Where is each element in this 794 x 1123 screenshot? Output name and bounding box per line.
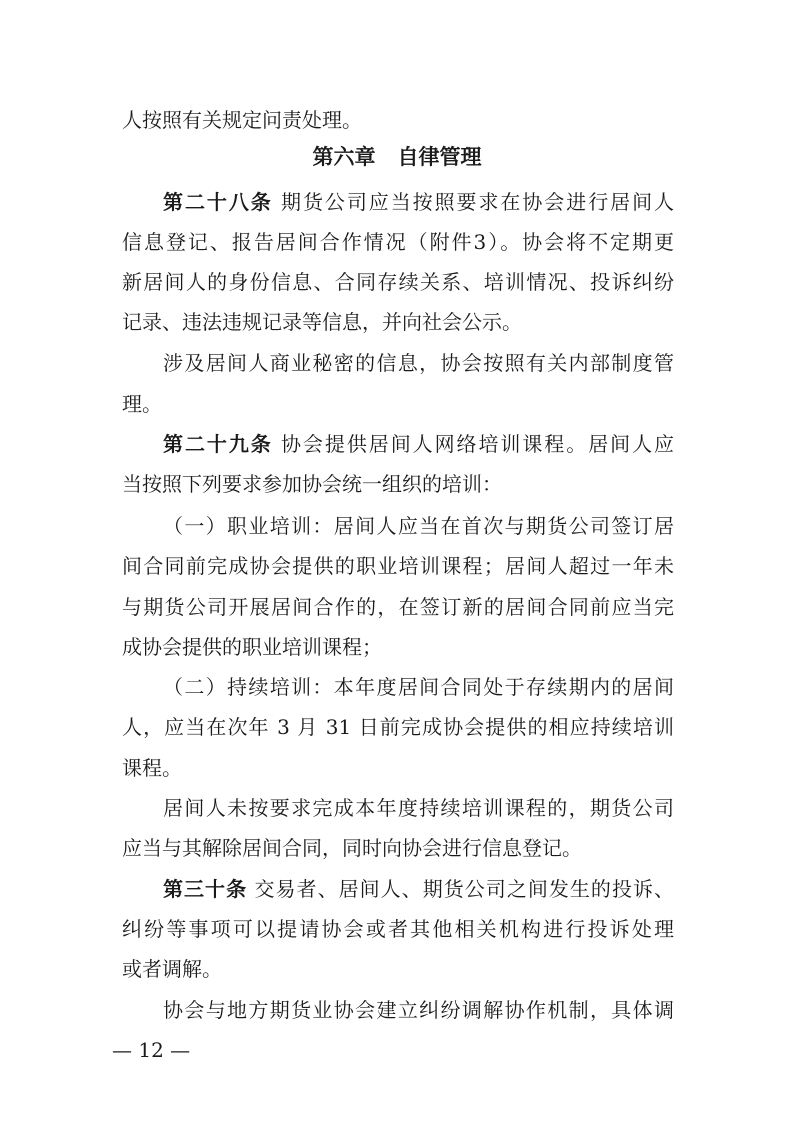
article-30-line-1 (163, 869, 674, 909)
page-number: — 12 — (112, 1038, 191, 1062)
article-30-line-3: 或者调解。 (122, 957, 222, 981)
intro-line: 人按照有关规定问责处理。 (122, 108, 362, 132)
secret-para-line-1: 涉及居间人商业秘密的信息，协会按照有关内部制度管 (163, 351, 674, 375)
item-2-line-1: （二）持续培训：本年度居间合同处于存续期内的居间 (163, 675, 674, 699)
article-30-line-2: 纠纷等事项可以提请协会或者其他相关机构进行投诉处理 (122, 917, 674, 941)
article-29-text-1: 协会提供居间人网络培训课程。居间人应 (272, 432, 674, 456)
item-1-line-1: （一）职业培训：居间人应当在首次与期货公司签订居 (163, 514, 674, 538)
article-28-line-3: 新居间人的身份信息、合同存续关系、培训情况、投诉纠纷 (122, 270, 674, 294)
article-30-text-1: 交易者、居间人、期货公司之间发生的投诉、 (247, 877, 674, 901)
article-28-label: 第二十八条 (163, 190, 273, 214)
unfinished-para-line-2: 应当与其解除居间合同，同时向协会进行信息登记。 (122, 836, 582, 860)
article-29-line-2: 当按照下列要求参加协会统一组织的培训： (122, 472, 502, 496)
article-28-line-1 (163, 182, 674, 222)
unfinished-para-line-1: 居间人未按要求完成本年度持续培训课程的，期货公司 (163, 796, 674, 820)
secret-para-line-2: 理。 (122, 392, 162, 416)
article-29-label: 第二十九条 (163, 432, 273, 456)
chapter-title: 第六章 自律管理 (312, 144, 482, 169)
article-30-label: 第三十条 (163, 877, 248, 901)
article-28-line-2: 信息登记、报告居间合作情况（附件3）。协会将不定期更 (122, 230, 674, 254)
article-29-line-1 (163, 424, 674, 464)
item-2-line-2: 人，应当在次年 3 月 31 日前完成协会提供的相应持续培训 (122, 715, 674, 739)
item-2-line-3: 课程。 (122, 756, 182, 780)
item-1-line-2: 间合同前完成协会提供的职业培训课程；居间人超过一年未 (122, 554, 674, 578)
article-28-line-4: 记录、违法违规记录等信息，并向社会公示。 (122, 310, 522, 334)
item-1-line-3: 与期货公司开展居间合作的，在签订新的居间合同前应当完 (122, 595, 674, 619)
item-1-line-4: 成协会提供的职业培训课程； (122, 635, 382, 659)
article-28-text-1: 期货公司应当按照要求在协会进行居间人 (272, 190, 674, 214)
cooperation-para-line-1: 协会与地方期货业协会建立纠纷调解协作机制，具体调 (163, 998, 674, 1022)
